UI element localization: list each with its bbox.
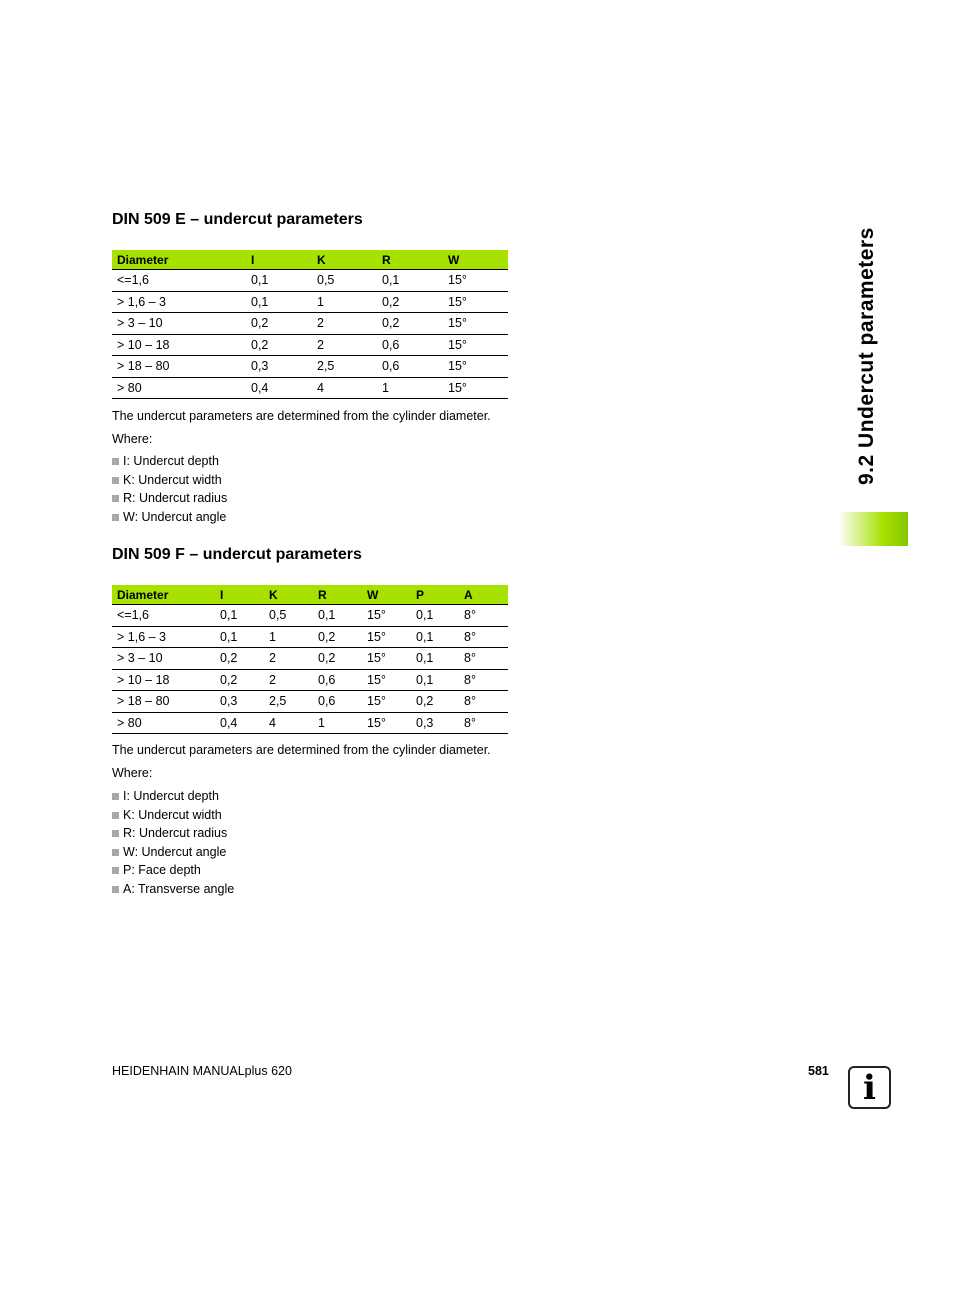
- table-cell: 0,2: [215, 648, 264, 670]
- table-cell: 15°: [362, 691, 411, 713]
- table-cell: 4: [264, 712, 313, 734]
- din509e-title: DIN 509 E – undercut parameters: [112, 211, 363, 228]
- table-cell: 15°: [443, 377, 508, 399]
- table-row: [112, 626, 508, 648]
- din509e-legend-list: [112, 452, 227, 526]
- table-cell: > 1,6 – 3: [112, 626, 215, 648]
- table-cell: 8°: [459, 712, 508, 734]
- square-bullet-icon: [112, 477, 119, 484]
- list-item: [112, 824, 234, 843]
- table-row: [112, 691, 508, 713]
- list-item-text: W: Undercut angle: [123, 844, 227, 859]
- square-bullet-icon: [112, 793, 119, 800]
- column-header: I: [246, 250, 312, 270]
- table-row: [112, 270, 508, 292]
- column-header: Diameter: [112, 250, 246, 270]
- din509f-table: [112, 585, 508, 734]
- din509f-where-label: Where:: [112, 766, 153, 780]
- table-cell: 8°: [459, 648, 508, 670]
- list-item: [112, 508, 227, 527]
- table-cell: 0,5: [312, 270, 377, 292]
- list-item-text: P: Face depth: [123, 863, 201, 878]
- table-cell: 0,2: [215, 669, 264, 691]
- table-cell: 1: [313, 712, 362, 734]
- table-cell: 8°: [459, 691, 508, 713]
- table-cell: 0,1: [377, 270, 443, 292]
- footer-manual-name: HEIDENHAIN MANUALplus 620: [112, 1064, 292, 1078]
- square-bullet-icon: [112, 458, 119, 465]
- table-header-row: [112, 585, 508, 605]
- table-cell: 2: [312, 334, 377, 356]
- column-header: Diameter: [112, 585, 215, 605]
- list-item-text: R: Undercut radius: [123, 491, 228, 506]
- square-bullet-icon: [112, 812, 119, 819]
- table-cell: > 3 – 10: [112, 313, 246, 335]
- table-header-row: [112, 250, 508, 270]
- list-item-text: I: Undercut depth: [123, 789, 219, 803]
- table-cell: 1: [312, 291, 377, 313]
- table-cell: 0,4: [215, 712, 264, 734]
- table-cell: 0,1: [215, 626, 264, 648]
- table-cell: 0,1: [215, 605, 264, 627]
- table-cell: 0,1: [411, 626, 459, 648]
- table-cell: 0,1: [246, 270, 312, 292]
- list-item: [112, 861, 234, 880]
- square-bullet-icon: [112, 514, 119, 521]
- table-cell: > 18 – 80: [112, 356, 246, 378]
- table-cell: 0,4: [246, 377, 312, 399]
- table-cell: 2,5: [312, 356, 377, 378]
- list-item: [112, 806, 234, 825]
- table-cell: 0,1: [411, 669, 459, 691]
- table-cell: 0,3: [215, 691, 264, 713]
- column-header: K: [264, 585, 313, 605]
- table-cell: > 3 – 10: [112, 648, 215, 670]
- square-bullet-icon: [112, 849, 119, 856]
- table-row: [112, 605, 508, 627]
- list-item: [112, 880, 234, 899]
- table-cell: 0,2: [313, 648, 362, 670]
- table-cell: 4: [312, 377, 377, 399]
- table-cell: 2: [264, 648, 313, 670]
- table-cell: 0,2: [377, 291, 443, 313]
- column-header: W: [443, 250, 508, 270]
- table-row: [112, 313, 508, 335]
- table-cell: 1: [264, 626, 313, 648]
- table-cell: > 18 – 80: [112, 691, 215, 713]
- table-cell: 0,1: [411, 605, 459, 627]
- column-header: R: [377, 250, 443, 270]
- column-header: A: [459, 585, 508, 605]
- table-cell: 2: [312, 313, 377, 335]
- square-bullet-icon: [112, 867, 119, 874]
- table-cell: 15°: [443, 313, 508, 335]
- table-cell: 0,2: [411, 691, 459, 713]
- table-cell: 8°: [459, 605, 508, 627]
- table-row: [112, 712, 508, 734]
- table-cell: 0,6: [377, 356, 443, 378]
- square-bullet-icon: [112, 830, 119, 837]
- table-cell: 0,3: [411, 712, 459, 734]
- table-cell: > 10 – 18: [112, 334, 246, 356]
- din509e-note: The undercut parameters are determined from the cylinder diameter.: [112, 409, 491, 423]
- table-cell: <=1,6: [112, 270, 246, 292]
- table-cell: 15°: [362, 648, 411, 670]
- table-cell: > 80: [112, 377, 246, 399]
- table-cell: 2: [264, 669, 313, 691]
- column-header: W: [362, 585, 411, 605]
- list-item-text: I: Undercut depth: [123, 454, 219, 468]
- table-cell: 0,1: [313, 605, 362, 627]
- list-item-text: K: Undercut width: [123, 807, 222, 822]
- list-item: [112, 471, 227, 490]
- din509f-legend-list: [112, 787, 234, 899]
- table-row: [112, 291, 508, 313]
- table-cell: 0,6: [313, 669, 362, 691]
- column-header: R: [313, 585, 362, 605]
- table-row: [112, 356, 508, 378]
- table-cell: 0,2: [246, 334, 312, 356]
- table-row: [112, 669, 508, 691]
- list-item-text: A: Transverse angle: [123, 881, 235, 896]
- table-cell: 15°: [362, 712, 411, 734]
- table-cell: > 10 – 18: [112, 669, 215, 691]
- din509e-where-label: Where:: [112, 432, 153, 446]
- column-header: P: [411, 585, 459, 605]
- list-item-text: W: Undercut angle: [123, 509, 227, 524]
- column-header: I: [215, 585, 264, 605]
- table-cell: 0,6: [377, 334, 443, 356]
- table-cell: 0,2: [313, 626, 362, 648]
- table-cell: 0,5: [264, 605, 313, 627]
- din509f-title: DIN 509 F – undercut parameters: [112, 546, 362, 563]
- table-cell: 15°: [362, 605, 411, 627]
- info-icon: i: [848, 1066, 891, 1109]
- list-item-text: K: Undercut width: [123, 472, 222, 487]
- list-item: [112, 452, 227, 471]
- square-bullet-icon: [112, 495, 119, 502]
- table-cell: 0,1: [411, 648, 459, 670]
- list-item: [112, 843, 234, 862]
- table-cell: 0,6: [313, 691, 362, 713]
- din509e-table: [112, 250, 508, 399]
- table-cell: 2,5: [264, 691, 313, 713]
- table-cell: 15°: [443, 270, 508, 292]
- table-cell: 0,1: [246, 291, 312, 313]
- table-cell: 15°: [443, 291, 508, 313]
- din509f-note: The undercut parameters are determined from the cylinder diameter.: [112, 743, 491, 757]
- square-bullet-icon: [112, 886, 119, 893]
- table-cell: > 80: [112, 712, 215, 734]
- table-cell: 8°: [459, 669, 508, 691]
- table-cell: 0,2: [246, 313, 312, 335]
- table-cell: 15°: [362, 626, 411, 648]
- page-number: 581: [808, 1064, 829, 1078]
- table-cell: 15°: [362, 669, 411, 691]
- table-row: [112, 377, 508, 399]
- table-cell: 8°: [459, 626, 508, 648]
- table-cell: 15°: [443, 334, 508, 356]
- sidebar-section-title: 9.2 Undercut parameters: [855, 227, 878, 485]
- table-cell: > 1,6 – 3: [112, 291, 246, 313]
- table-row: [112, 648, 508, 670]
- table-cell: 0,3: [246, 356, 312, 378]
- table-cell: <=1,6: [112, 605, 215, 627]
- column-header: K: [312, 250, 377, 270]
- list-item: [112, 787, 234, 806]
- section-tab-marker: [838, 512, 908, 546]
- list-item: [112, 489, 227, 508]
- table-cell: 1: [377, 377, 443, 399]
- list-item-text: R: Undercut radius: [123, 826, 228, 841]
- table-row: [112, 334, 508, 356]
- table-cell: 0,2: [377, 313, 443, 335]
- table-cell: 15°: [443, 356, 508, 378]
